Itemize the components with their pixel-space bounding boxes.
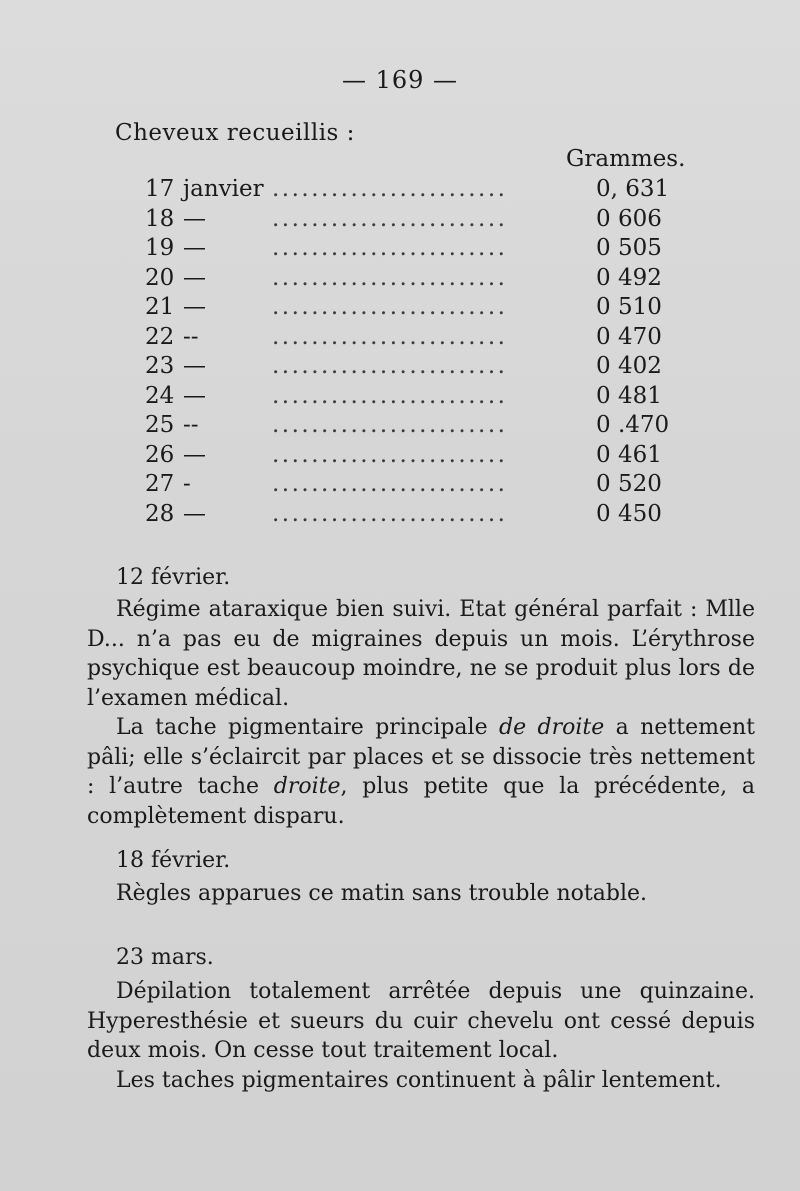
row-value: 0 510 [596,294,662,320]
row-month: — [183,205,206,232]
italic-run: de droite [499,715,605,740]
table-row [0,412,800,440]
row-day: 17 [145,176,175,202]
table-row [0,294,800,322]
leader-dots: ........................ [272,471,508,497]
table-row [0,235,800,263]
leader-dots: ........................ [272,176,508,202]
leader-dots: ........................ [272,441,508,468]
unit-header: Grammes. [566,146,686,172]
text-run: a nettement pâli; elle s’éclaircit par places et se dissocie très nettement : l’autre tache [87,715,755,799]
table-row [0,324,800,352]
row-value: 0 481 [596,382,662,409]
row-month: — [183,500,206,527]
entry-text [87,595,755,831]
entry-text [87,879,755,909]
leader-dots: ........................ [272,500,508,527]
paragraph: Régime ataraxique bien suivi. Etat général parfait : Mlle D... n’a pas eu de migraines depuis un mois. L’érythrose psychique est beaucoup moindre, ne se produit plus lors de l’examen médical. [87,597,755,711]
row-month: — [183,441,206,468]
leader-dots: ........................ [272,412,508,438]
leader-dots: ........................ [272,323,508,350]
row-day: 21 [145,294,175,320]
row-value: 0 492 [596,264,662,291]
row-day: 19 [145,235,175,261]
table-row [0,176,800,204]
row-value: 0 461 [596,441,662,468]
leader-dots: ........................ [272,353,508,379]
row-value: 0 520 [596,471,662,497]
row-day: 18 [145,205,175,232]
intro-heading: Cheveux recueillis : [115,120,355,146]
row-value: 0, 631 [596,176,670,202]
row-month: — [183,382,206,409]
row-month: - [183,471,191,497]
row-value: 0 402 [596,353,662,379]
row-value: 0 450 [596,500,662,527]
leader-dots: ........................ [272,294,508,320]
text-run: , plus petite que la précédente, a complètement disparu. [87,774,755,829]
table-row [0,471,800,499]
row-month: -- [183,412,199,438]
entry-date: 12 février. [116,565,231,590]
leader-dots: ........................ [272,264,508,291]
row-month: — [183,294,206,320]
row-value: 0 .470 [596,412,670,438]
text-run: La tache pigmentaire principale [116,715,500,740]
paragraph: Règles apparues ce matin sans trouble notable. [116,881,648,906]
leader-dots: ........................ [272,382,508,409]
row-day: 26 [145,441,175,468]
row-day: 24 [145,382,175,409]
paragraph [87,713,755,831]
row-day: 20 [145,264,175,291]
row-month: janvier [183,176,264,202]
row-day: 23 [145,353,175,379]
row-value: 0 606 [596,205,662,232]
row-month: -- [183,323,199,350]
table-row [0,501,800,529]
row-month: — [183,235,206,261]
table-row [0,206,800,234]
table-row [0,383,800,411]
table-row [0,442,800,470]
row-value: 0 470 [596,323,662,350]
row-value: 0 505 [596,235,662,261]
entry-date: 18 février. [116,848,231,873]
row-day: 25 [145,412,175,438]
row-day: 22 [145,323,175,350]
leader-dots: ........................ [272,205,508,232]
row-day: 27 [145,471,175,497]
leader-dots: ........................ [272,235,508,261]
italic-run: droite [273,774,341,799]
entry-text [87,977,755,1095]
row-month: — [183,353,206,379]
paragraph: Dépilation totalement arrêtée depuis une quinzaine. Hyperesthésie et sueurs du cuir chevelu ont cessé depuis deux mois. On cesse tout traitement local. [87,979,755,1063]
page-number: — 169 — [341,66,459,94]
row-day: 28 [145,500,175,527]
table-row [0,265,800,293]
entry-date: 23 mars. [116,945,214,970]
paragraph: Les taches pigmentaires continuent à pâlir lentement. [116,1067,722,1093]
row-month: — [183,264,206,291]
table-row [0,353,800,381]
